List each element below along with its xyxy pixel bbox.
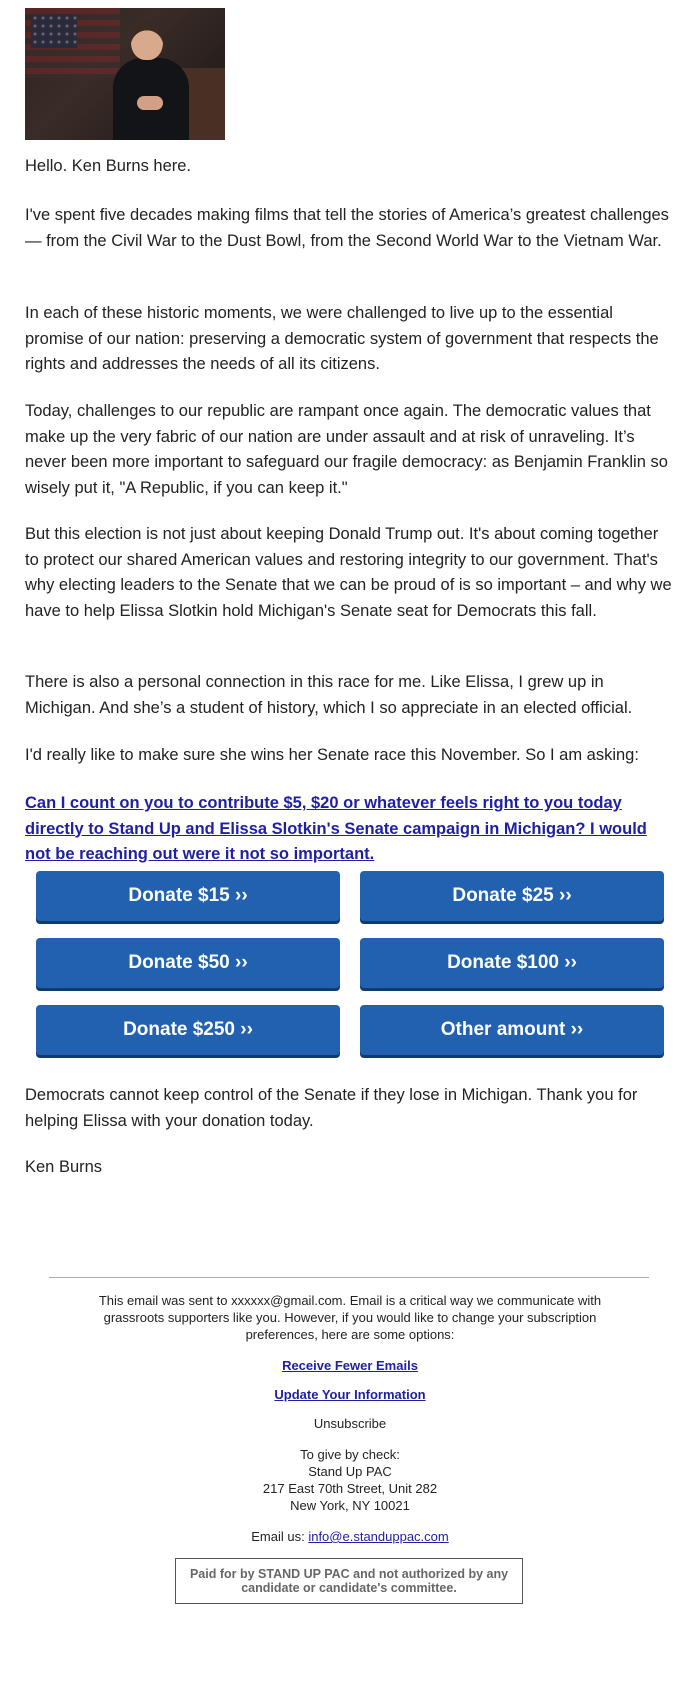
email-us-label: Email us:	[251, 1529, 309, 1544]
flag-stars	[31, 14, 77, 48]
check-street: 217 East 70th Street, Unit 282	[262, 1481, 438, 1496]
donate-250-button[interactable]: Donate $250 ››	[36, 1005, 340, 1055]
donate-15-button[interactable]: Donate $15 ››	[36, 871, 340, 921]
footer-divider	[49, 1277, 649, 1278]
paragraph-democracy: Today, challenges to our republic are rampant once again. The democratic values that make up the very fabric of our nation are under assault and at risk of unraveling. It’s never been more important to safeguard our fragile democracy: as Benjamin Franklin so wisely put it, "A Republic, if you can keep it."	[25, 402, 668, 497]
fewer-emails-link[interactable]: Receive Fewer Emails	[282, 1358, 418, 1373]
paragraph-ask: I'd really like to make sure she wins her Senate race this November. So I am asking:	[25, 746, 639, 764]
disclaimer-text: Paid for by STAND UP PAC and not authorized by any candidate or candidate's committee.	[189, 1567, 509, 1595]
check-heading: To give by check:	[300, 1447, 400, 1462]
other-amount-button[interactable]: Other amount ››	[360, 1005, 664, 1055]
paragraph-history: In each of these historic moments, we were challenged to live up to the essential promise of our nation: preserving a democratic system of government that respects the rights and addresses the needs of all its citizens.	[25, 304, 659, 373]
donate-100-button[interactable]: Donate $100 ››	[360, 938, 664, 988]
paragraph-closing: Democrats cannot keep control of the Senate if they lose in Michigan. Thank you for helping Elissa with your donation today.	[25, 1086, 638, 1130]
donate-25-button[interactable]: Donate $25 ››	[360, 871, 664, 921]
ken-burns-photo	[25, 8, 225, 140]
contribute-link[interactable]: Can I count on you to contribute $5, $20 or whatever feels right to you today directly to Stand Up and Elissa Slotkin's Senate campaign in Michigan? I would not be reaching out were it not so important.	[25, 794, 647, 863]
person-head	[131, 22, 163, 60]
footer-update-info	[25, 1386, 675, 1403]
paragraph-election: But this election is not just about keeping Donald Trump out. It's about coming together to protect our shared American values and restoring integrity to our government. That's why electing leaders to the Senate that we can be proud of is so important – and why we have to help Elissa Slotkin hold Michigan's Senate seat for Democrats this fall.	[25, 525, 672, 620]
check-org: Stand Up PAC	[308, 1464, 392, 1479]
paid-for-disclaimer	[175, 1558, 523, 1604]
contact-email-link[interactable]: info@e.standuppac.com	[308, 1529, 449, 1544]
person-hands	[137, 96, 163, 110]
email-body	[25, 8, 675, 1176]
footer-notice: This email was sent to xxxxxx@gmail.com. Email is a critical way we communicate with grassroots supporters like you. However, if you would like to change your subscription preferences, here are some options:	[98, 1293, 602, 1342]
paragraph-personal: There is also a personal connection in this race for me. Like Elissa, I grew up in Michigan. And she’s a student of history, which I so appreciate in an elected official.	[25, 673, 633, 717]
greeting: Hello. Ken Burns here.	[25, 157, 192, 175]
paragraph-films: I've spent five decades making films that tell the stories of America’s greatest challenges — from the Civil War to the Dust Bowl, from the Second World War to the Vietnam War.	[25, 206, 669, 250]
check-city: New York, NY 10021	[290, 1498, 410, 1513]
donate-50-button[interactable]: Donate $50 ››	[36, 938, 340, 988]
signature: Ken Burns	[25, 1158, 103, 1176]
footer-fewer-emails	[25, 1357, 675, 1374]
unsubscribe-link[interactable]: Unsubscribe	[313, 1416, 387, 1431]
footer-email-line	[25, 1528, 675, 1545]
update-information-link[interactable]: Update Your Information	[274, 1387, 426, 1402]
